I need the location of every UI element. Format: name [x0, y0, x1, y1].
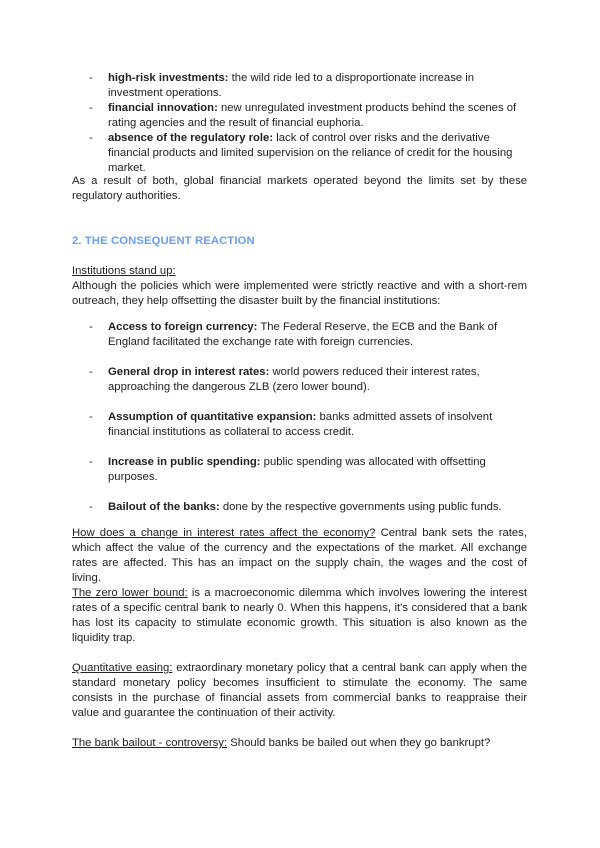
measures-list — [72, 320, 527, 515]
list-item-term: Access to foreign currency: — [108, 321, 258, 333]
list-item-text: public spending was allocated with offsetting purposes. — [108, 456, 486, 483]
section-heading: 2. THE CONSEQUENT REACTION — [72, 235, 255, 247]
list-item-term: Increase in public spending: — [108, 456, 261, 468]
list-item-term: Bailout of the banks: — [108, 501, 220, 513]
list-item-text: lack of control over risks and the derivative financial products and limited supervision on the reliance of credit for the housing market. — [108, 132, 513, 174]
list-item — [72, 101, 527, 131]
list-item-text: new unregulated investment products behind the scenes of rating agencies and the result of financial euphoria. — [108, 102, 517, 129]
definition-paragraph — [72, 736, 527, 751]
bullet-dash: - — [89, 456, 93, 468]
institutions-text: Although the policies which were implemented were strictly reactive and with a short-rem outreach, they help offsetting the disaster built by the financial institutions: — [72, 280, 527, 307]
list-item-text: world powers reduced their interest rates, approaching the dangerous ZLB (zero lower bound). — [108, 366, 480, 393]
list-item-text: The Federal Reserve, the ECB and the Bank of England facilitated the exchange rate with foreign currencies. — [108, 321, 498, 348]
list-item-term: Assumption of quantitative expansion: — [108, 411, 317, 423]
definition-paragraph — [72, 526, 527, 586]
institutions-title: Institutions stand up: — [72, 265, 176, 277]
bullet-dash: - — [89, 501, 93, 513]
institutions-block — [72, 264, 527, 309]
bullet-dash: - — [89, 102, 93, 114]
list-item-term: absence of the regulatory role: — [108, 132, 274, 144]
definition-paragraph — [72, 586, 527, 646]
definition-text: Central bank sets the rates, which affect the value of the currency and the expectations of the market. All exchange rates are affected. This has an impact on the supply chain, the wages and the cost of living. — [72, 527, 527, 584]
definition-title: How does a change in interest rates affect the economy? — [72, 527, 376, 539]
list-item — [72, 455, 527, 485]
bullet-dash: - — [89, 411, 93, 423]
list-item-text: done by the respective governments using public funds. — [219, 501, 502, 513]
bullet-dash: - — [89, 132, 93, 144]
bullet-dash: - — [89, 321, 93, 333]
list-item — [72, 365, 527, 395]
bullet-dash: - — [89, 366, 93, 378]
definition-text: extraordinary monetary policy that a central bank can apply when the standard monetary policy becomes insufficient to stimulate the economy. The same consists in the purchase of financial assets from commercial banks to reappraise their value and guarantee the continuation of their activity. — [72, 662, 528, 719]
list-item — [72, 131, 527, 176]
definition-text: Should banks be bailed out when they go bankrupt? — [227, 737, 491, 749]
definition-title: The bank bailout - controversy: — [72, 737, 228, 749]
definition-title: Quantitative easing: — [72, 662, 173, 674]
list-item-term: financial innovation: — [108, 102, 218, 114]
list-item — [72, 320, 527, 350]
list-item — [72, 500, 527, 515]
list-item-text: banks admitted assets of insolvent financial institutions as collateral to access credit. — [108, 411, 493, 438]
list-item-term: General drop in interest rates: — [108, 366, 270, 378]
intro-paragraph: As a result of both, global financial markets operated beyond the limits set by these regulatory authorities. — [72, 175, 527, 202]
definition-paragraph — [72, 661, 527, 721]
definition-text: is a macroeconomic dilemma which involves lowering the interest rates of a specific central bank to nearly 0. When this happens, it's considered that a bank has lost its capacity to stimulate economic growth. This situation is also known as the liquidity trap. — [72, 587, 527, 644]
list-item — [72, 71, 527, 101]
risk-factors-list — [72, 71, 527, 176]
list-item-term: high-risk investments: — [108, 72, 229, 84]
list-item — [72, 410, 527, 440]
definition-title: The zero lower bound: — [72, 587, 188, 599]
list-item-text: the wild ride led to a disproportionate increase in investment operations. — [108, 72, 475, 99]
bullet-dash: - — [89, 72, 93, 84]
